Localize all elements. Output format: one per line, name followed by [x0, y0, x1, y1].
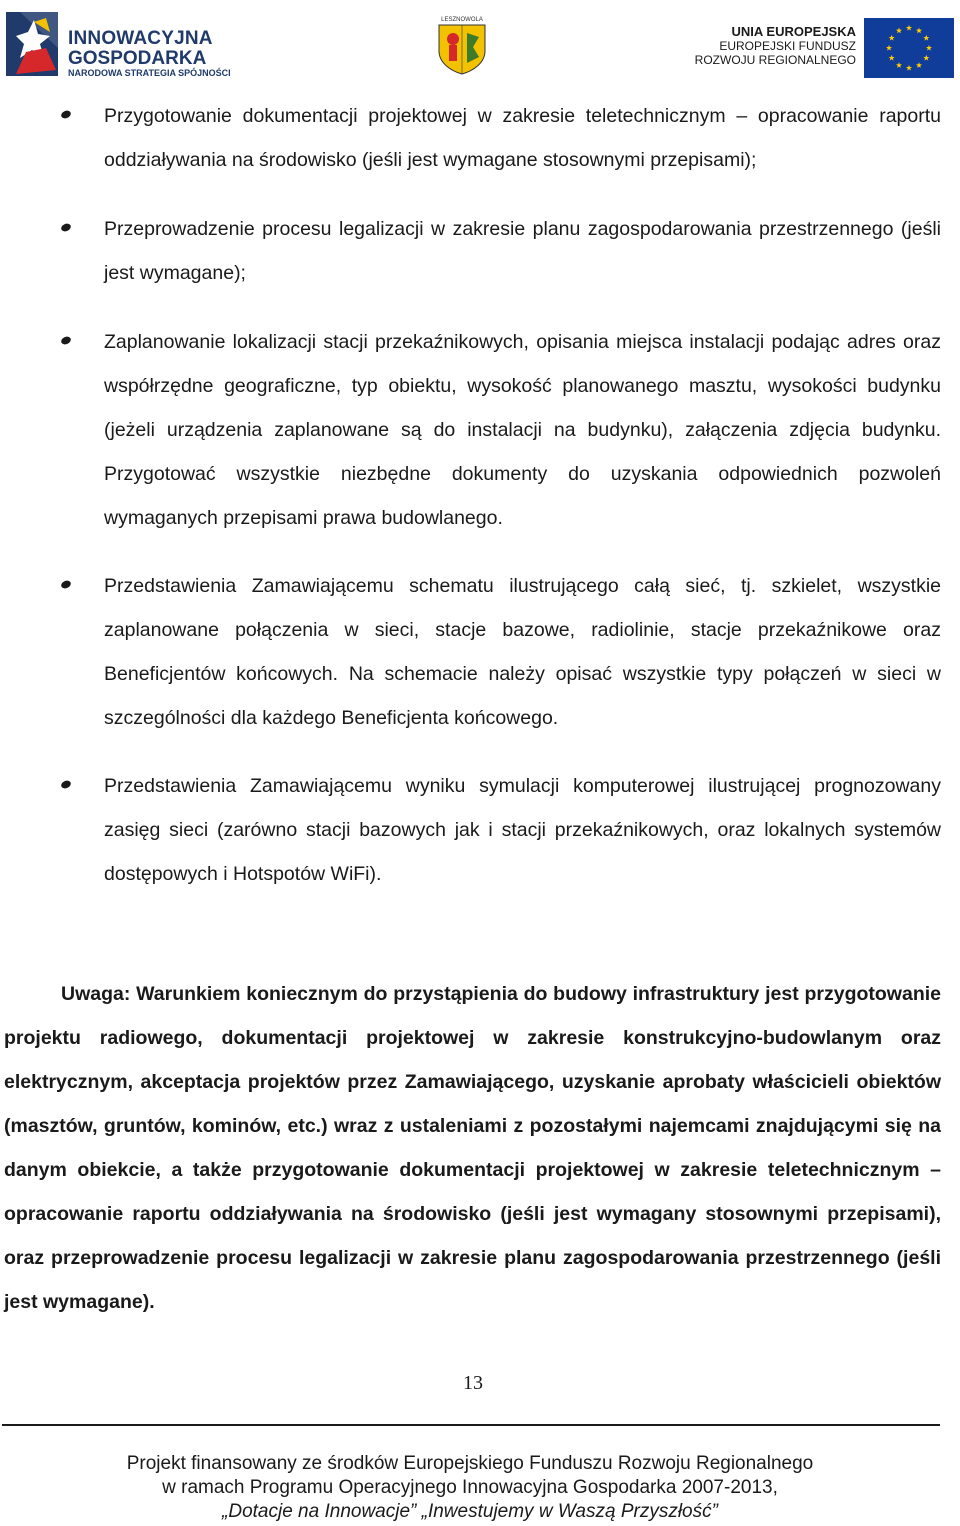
list-item-text: Przeprowadzenie procesu legalizacji w zakresie planu zagospodarowania przestrzennego (jeśli jest wymagane);: [104, 218, 941, 284]
note-paragraph: Uwaga: Warunkiem koniecznym do przystąpienia do budowy infrastruktury jest przygotowanie projektu radiowego, dokumentacji projektowej w zakresie konstrukcyjno-budowlanym oraz elektrycznym, akceptacja projektów przez Zamawiającego, uzyskanie aprobaty właścicieli obiektów (masztów, gruntów, kominów, etc.) wraz z ustaleniami z pozostałymi najemcami znajdującymi się na danym obiekcie, a także przygotowanie dokumentacji projektowej w zakresie teletechnicznym – opracowanie raportu oddziaływania na środowisko (jeśli jest wymagany stosownymi przepisami), oraz przeprowadzenie procesu legalizacji w zakresie planu zagospodarowania przestrzennego (jeśli jest wymagane).: [4, 983, 941, 1313]
coat-of-arms-icon: [433, 23, 491, 75]
footer-line2: w ramach Programu Operacyjnego Innowacyjna Gospodarka 2007-2013,: [162, 1477, 778, 1498]
ig-line3: NARODOWA STRATEGIA SPÓJNOŚCI: [68, 68, 231, 78]
ig-line2: GOSPODARKA: [68, 48, 207, 69]
crest-label: LESZNOWOLA: [441, 17, 483, 23]
eu-flag-icon: [864, 18, 954, 78]
innowacyjna-gospodarka-logo: [6, 8, 231, 80]
page-number: 13: [463, 1372, 483, 1394]
footer-line1: Projekt finansowany ze środków Europejskiego Funduszu Rozwoju Regionalnego: [126, 1453, 814, 1474]
footer-divider: [2, 1424, 940, 1426]
list-item-text: Zaplanowanie lokalizacji stacji przekaźnikowych, opisania miejsca instalacji podając adres oraz współrzędne geograficzne, typ obiektu, wysokość planowanego masztu, wysokości budynku (jeżeli urządzenia zaplanowane są do instalacji na budynku), załączenia zdjęcia budynku. Przygotować wszystkie niezbędne dokumenty do uzyskania odpowiednich pozwoleń wymaganych przepisami prawa budowlanego.: [104, 331, 941, 529]
bullet-icon: [60, 336, 72, 345]
list-item-text: Przedstawienia Zamawiającemu schematu ilustrującego całą sieć, tj. szkielet, wszystkie zaplanowane połączenia w sieci, stacje bazowe, radiolinie, stacje przekaźnikowe oraz Beneficjentów końcowych. Na schemacie należy opisać wszystkie typy połączeń w sieci w szczególności dla każdego Beneficjenta końcowego.: [104, 575, 941, 729]
page-header: [0, 0, 960, 82]
eu-text-logo: [688, 24, 856, 67]
bullet-icon: [60, 110, 72, 119]
bullet-icon: [60, 780, 72, 789]
bullet-icon: [60, 580, 72, 589]
lesznowola-crest-logo: [433, 17, 491, 75]
page-footer: [0, 1452, 940, 1524]
eu-line1: UNIA EUROPEJSKA: [731, 24, 856, 39]
ig-emblem-icon: [6, 8, 64, 78]
eu-line2: EUROPEJSKI FUNDUSZ: [719, 39, 856, 53]
eu-line3: ROZWOJU REGIONALNEGO: [694, 53, 856, 67]
ig-line1: INNOWACYJNA: [68, 28, 213, 49]
bullet-icon: [60, 223, 72, 232]
list-item-text: Przedstawienia Zamawiającemu wyniku symulacji komputerowej ilustrującej prognozowany zasięg sieci (zarówno stacji bazowych jak i stacji przekaźnikowych, oraz lokalnych systemów dostępowych i Hotspotów WiFi).: [104, 775, 941, 885]
footer-line3: „Dotacje na Innowacje” „Inwestujemy w Waszą Przyszłość”: [222, 1501, 718, 1522]
list-item-text: Przygotowanie dokumentacji projektowej w zakresie teletechnicznym – opracowanie raportu oddziaływania na środowisko (jeśli jest wymagane stosownymi przepisami);: [104, 105, 941, 171]
